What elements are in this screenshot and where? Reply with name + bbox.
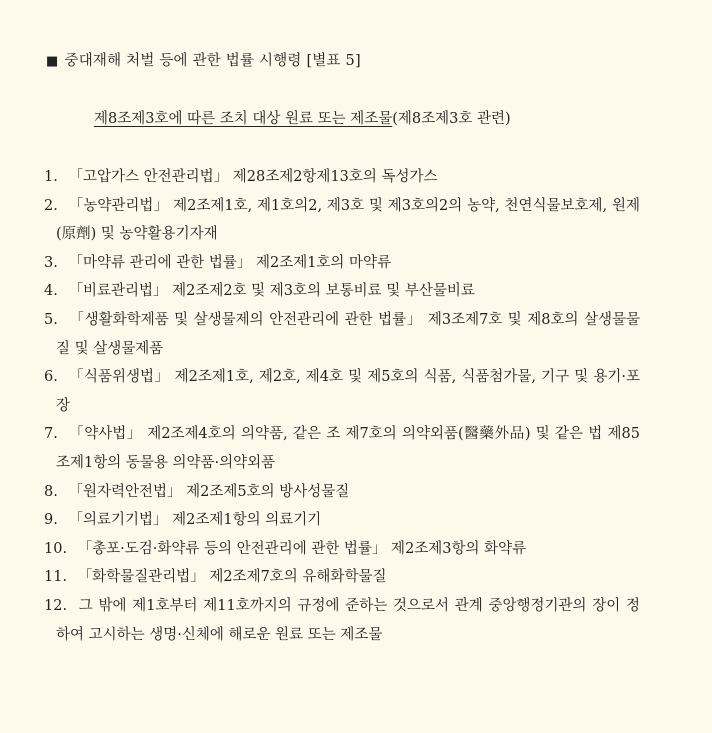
item-text: 「식품위생법」 제2조제1호, 제2호, 제4호 및 제5호의 식품, 식품첨가물, 기구 및 용기·포장 <box>56 369 640 414</box>
section-subtitle <box>94 107 511 128</box>
item-text: 「고압가스 안전관리법」 제28조제2항제13호의 독성가스 <box>68 169 438 185</box>
document-header <box>46 49 361 70</box>
item-text: 그 밖에 제1호부터 제11호까지의 규정에 준하는 것으로서 관계 중앙행정기관의 장이 정하여 고시하는 생명·신체에 해로운 원료 또는 제조물 <box>56 597 640 643</box>
item-number: 5. <box>44 311 58 328</box>
list-item <box>44 563 640 592</box>
item-text: 「의료기기법」 제2조제1항의 의료기기 <box>68 512 322 529</box>
list-item <box>44 192 640 249</box>
item-text: 「비료관리법」 제2조제2호 및 제3호의 보통비료 및 부산물비료 <box>68 283 475 300</box>
item-number: 7. <box>44 426 58 443</box>
list-item <box>44 478 640 507</box>
item-text: 「농약관리법」 제2조제1호, 제1호의2, 제3호 및 제3호의2의 농약, 천연식물보호제, 원제(原劑) 및 농약활용기자재 <box>56 197 640 243</box>
item-number: 8. <box>44 483 58 500</box>
item-number: 10. <box>44 540 68 557</box>
item-list <box>44 163 640 649</box>
item-text: 「총포·도검·화약류 등의 안전관리에 관한 법률」 제2조제3항의 화약류 <box>77 540 527 557</box>
list-item <box>44 163 640 192</box>
item-text: 「화학물질관리법」 제2조제7호의 유해화학물질 <box>77 569 387 586</box>
subtitle-underlined: 제8조제3호에 따른 조치 대상 원료 또는 제조물 <box>94 111 393 127</box>
list-item <box>44 306 640 363</box>
item-number: 11. <box>44 569 68 586</box>
item-number: 6. <box>44 369 58 386</box>
list-item <box>44 363 640 420</box>
item-number: 9. <box>44 512 58 529</box>
item-text: 「마약류 관리에 관한 법률」 제2조제1호의 마약류 <box>68 254 392 271</box>
item-number: 12. <box>44 597 68 614</box>
item-number: 2. <box>44 197 58 214</box>
subtitle-reference: (제8조제3호 관련) <box>392 111 511 127</box>
document-title: 중대재해 처벌 등에 관한 법률 시행령 [별표 5] <box>64 53 361 69</box>
list-item <box>44 592 640 649</box>
list-item <box>44 506 640 535</box>
item-text: 「생활화학제품 및 살생물제의 안전관리에 관한 법률」 제3조제7호 및 제8호의 살생물물질 및 살생물제품 <box>56 311 640 357</box>
list-item <box>44 535 640 564</box>
item-text: 「원자력안전법」 제2조제5호의 방사성물질 <box>68 483 350 500</box>
item-number: 1. <box>44 169 58 185</box>
item-text: 「약사법」 제2조제4호의 의약품, 같은 조 제7호의 의약외품(醫藥外品) 및 같은 법 제85조제1항의 동물용 의약품·의약외품 <box>56 426 641 471</box>
list-item <box>44 249 640 278</box>
square-bullet-icon: ■ <box>46 54 59 69</box>
list-item <box>44 420 640 477</box>
item-number: 4. <box>44 283 58 300</box>
list-item <box>44 277 640 306</box>
item-number: 3. <box>44 254 58 271</box>
